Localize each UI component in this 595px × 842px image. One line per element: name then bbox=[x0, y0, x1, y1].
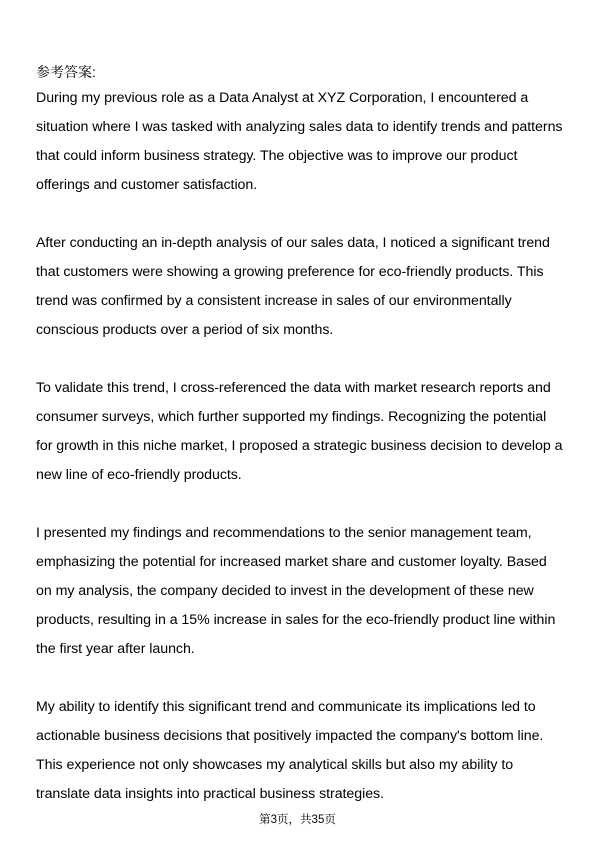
answer-paragraph-5: My ability to identify this significant trend and communicate its implications led to actionable business decisions that positively impacted the company's bottom line. This experience not only showcases my analytical skills but also my ability to translate data insights into practical business strategies. bbox=[36, 699, 544, 802]
answer-paragraph-1: During my previous role as a Data Analyst at XYZ Corporation, I encountered a situation where I was tasked with analyzing sales data to identify trends and patterns that could inform business strategy. The objective was to improve our product offerings and customer satisfaction. bbox=[36, 90, 563, 193]
answer-paragraph-3: To validate this trend, I cross-referenced the data with market research reports and consumer surveys, which further supported my findings. Recognizing the potential for growth in this niche market, I proposed a strategic business decision to develop a new line of eco-friendly products. bbox=[36, 380, 563, 483]
answer-paragraph-4: I presented my findings and recommendations to the senior management team, emphasizing the potential for increased market share and customer loyalty. Based on my analysis, the company decided to invest in the development of these new products, resulting in a 15% increase in sales for the eco-friendly product line within the first year after launch. bbox=[36, 525, 556, 657]
answer-heading: 参考答案: bbox=[36, 64, 96, 80]
page-number: 第3页，共35页 bbox=[259, 814, 336, 826]
page-content bbox=[36, 60, 566, 809]
answer-paragraph-2: After conducting an in-depth analysis of our sales data, I noticed a significant trend that customers were showing a growing preference for eco-friendly products. This trend was confirmed by a consistent increase in sales of our environmentally conscious products over a period of six months. bbox=[36, 235, 550, 338]
